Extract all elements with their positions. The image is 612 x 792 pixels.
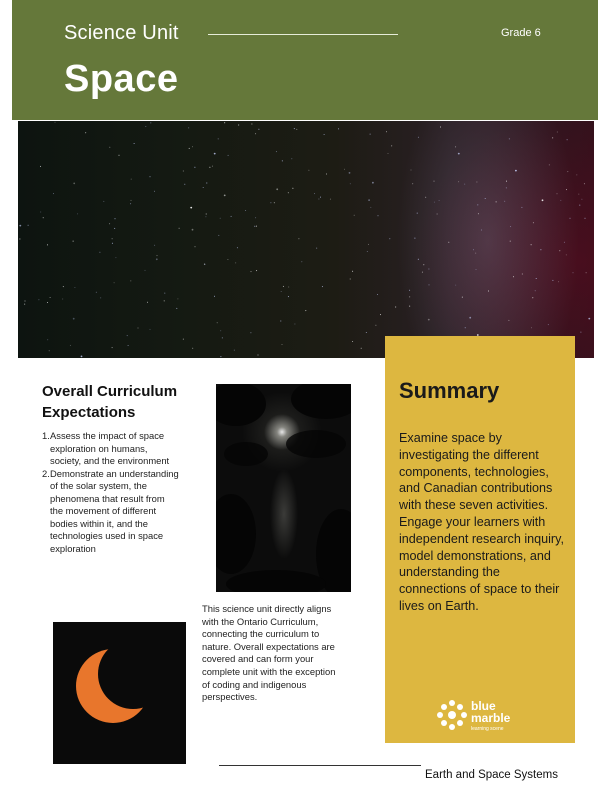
star	[338, 128, 339, 129]
star	[506, 187, 507, 188]
star	[465, 327, 466, 328]
grade-label: Grade 6	[501, 27, 541, 39]
star	[294, 324, 295, 325]
star	[156, 258, 158, 260]
star	[112, 238, 113, 239]
star	[409, 306, 410, 307]
star	[560, 200, 561, 201]
star	[188, 127, 189, 128]
star	[425, 197, 426, 198]
star	[580, 332, 581, 333]
logo-word-blue: blue	[471, 699, 496, 713]
star	[281, 291, 282, 292]
star	[361, 348, 362, 349]
star	[73, 183, 75, 185]
star	[566, 254, 567, 255]
star	[128, 345, 129, 346]
star	[566, 189, 567, 190]
star	[255, 217, 256, 218]
star	[138, 328, 139, 329]
star	[455, 146, 456, 147]
star	[192, 146, 193, 147]
star	[552, 137, 553, 138]
star	[55, 122, 56, 123]
star	[234, 350, 235, 351]
star	[422, 272, 423, 273]
star	[270, 202, 271, 203]
curriculum-heading: Overall Curriculum Expectations	[42, 383, 178, 421]
star	[531, 327, 532, 328]
star	[464, 184, 465, 185]
star	[28, 225, 29, 226]
star	[164, 293, 165, 294]
star	[549, 164, 550, 165]
star	[320, 197, 321, 198]
star	[388, 153, 389, 154]
footer-label: Earth and Space Systems	[425, 769, 558, 781]
star	[177, 298, 178, 299]
star	[380, 314, 381, 315]
star	[434, 202, 435, 203]
star	[150, 329, 151, 330]
star	[19, 239, 20, 240]
star	[282, 344, 283, 345]
star	[190, 207, 192, 209]
star	[386, 131, 387, 132]
star	[114, 228, 115, 229]
blue-marble-logo	[435, 698, 535, 738]
star	[131, 200, 132, 201]
star	[40, 166, 41, 167]
curriculum-item: 2. Demonstrate an understanding of the solar system, the phenomena that result from the movement of different bodies within it, and the technologies used in space exploration	[42, 467, 179, 554]
star	[192, 229, 194, 231]
logo-word-marble: marble	[471, 711, 511, 725]
star	[542, 199, 544, 201]
star	[63, 286, 64, 287]
star	[245, 210, 246, 211]
star	[288, 192, 289, 193]
star	[222, 337, 223, 338]
star	[476, 269, 477, 270]
star	[291, 158, 292, 159]
star	[217, 322, 218, 323]
star	[112, 243, 113, 244]
star	[220, 218, 221, 219]
star	[567, 171, 568, 172]
star	[179, 228, 180, 229]
star	[218, 138, 219, 139]
star	[157, 255, 158, 256]
star	[204, 264, 205, 265]
solar-eclipse-image	[53, 622, 186, 764]
star	[488, 291, 489, 292]
star	[308, 170, 309, 171]
star	[473, 249, 474, 250]
star	[99, 252, 100, 253]
curriculum-item: 1. Assess the impact of space exploration on humans, society, and the environment	[42, 430, 170, 466]
star	[250, 332, 251, 333]
star	[564, 242, 565, 243]
star	[127, 335, 128, 336]
star	[557, 193, 558, 194]
star	[531, 244, 532, 245]
star	[349, 172, 351, 174]
star	[434, 181, 435, 182]
star	[513, 276, 514, 277]
star	[195, 246, 196, 247]
star	[212, 166, 213, 167]
star	[509, 138, 510, 139]
star	[294, 128, 295, 129]
star	[350, 279, 351, 280]
star	[73, 318, 75, 320]
star	[409, 290, 410, 291]
star	[496, 201, 497, 202]
logo-tagline: learning scene	[471, 726, 504, 732]
star	[237, 247, 238, 248]
star	[352, 271, 353, 272]
star	[581, 199, 582, 200]
star	[584, 183, 585, 184]
star	[428, 269, 429, 270]
star	[38, 299, 39, 300]
star	[536, 278, 537, 279]
star	[367, 251, 368, 252]
header-banner	[12, 0, 598, 120]
star	[559, 250, 560, 251]
star	[370, 207, 371, 208]
star	[391, 145, 392, 146]
star	[318, 199, 319, 200]
star	[298, 238, 299, 239]
star	[585, 218, 586, 219]
star	[570, 218, 571, 219]
star	[352, 341, 353, 342]
star	[535, 290, 536, 291]
star	[521, 207, 522, 208]
star	[114, 282, 115, 283]
curriculum-list	[42, 430, 180, 555]
star	[145, 126, 146, 127]
star	[375, 325, 376, 326]
stars-layer	[18, 121, 594, 358]
star	[53, 193, 54, 194]
star	[377, 294, 378, 295]
star	[411, 170, 412, 171]
star	[508, 320, 509, 321]
page-title: Space	[64, 58, 179, 100]
star	[458, 181, 459, 182]
star	[73, 241, 74, 242]
star	[414, 238, 415, 239]
summary-title: Summary	[399, 378, 500, 403]
star	[330, 199, 331, 200]
star	[164, 300, 165, 301]
star	[256, 226, 257, 227]
star	[119, 155, 120, 156]
star	[154, 245, 155, 246]
star	[258, 129, 259, 130]
star	[103, 201, 104, 202]
star	[227, 259, 228, 260]
star	[194, 167, 195, 168]
star	[282, 160, 283, 161]
star	[176, 308, 177, 309]
star	[573, 272, 574, 273]
star	[276, 188, 278, 190]
star	[19, 225, 21, 227]
star	[305, 310, 306, 311]
star	[50, 297, 51, 298]
star	[134, 143, 135, 144]
star	[218, 235, 219, 236]
star	[368, 199, 370, 201]
star	[588, 318, 590, 320]
tree-silhouette	[216, 384, 351, 592]
header-divider	[208, 34, 398, 35]
star	[25, 301, 26, 302]
star	[206, 214, 207, 215]
star	[378, 215, 379, 216]
star	[255, 133, 256, 134]
star	[109, 223, 110, 224]
star	[439, 200, 440, 201]
star	[206, 183, 207, 184]
star	[478, 213, 479, 214]
star	[254, 226, 255, 227]
summary-panel	[385, 336, 575, 743]
star	[475, 253, 476, 254]
star	[455, 285, 456, 286]
star	[274, 202, 275, 203]
marble-dots-icon	[435, 698, 469, 732]
star	[322, 286, 323, 287]
eclipse-crescent	[53, 622, 186, 764]
star	[366, 332, 367, 333]
star	[395, 307, 396, 308]
star	[115, 218, 116, 219]
star	[476, 182, 477, 183]
intro-paragraph: This science unit directly aligns with the Ontario Curriculum, connecting the curriculum to nature. Overall expectations are covered and can form your complete unit with the exception of coding and indigenous perspectives.	[202, 603, 336, 703]
star	[147, 302, 148, 303]
star	[368, 244, 369, 245]
star	[224, 195, 226, 197]
summary-text: Examine space by investigating the different components, technologies, and Canadian contributions with these seven activities. Engage your learners with independent research inquiry, model demonstrations, and understanding the connections of space to their lives on Earth.	[399, 431, 564, 613]
star	[288, 287, 289, 288]
star	[558, 281, 559, 282]
moon-through-trees-image	[216, 384, 351, 592]
star	[40, 212, 41, 213]
star	[85, 132, 86, 133]
star	[354, 215, 355, 216]
star	[423, 264, 424, 265]
star	[417, 213, 418, 214]
unit-label: Science Unit	[64, 22, 179, 44]
star	[301, 261, 302, 262]
star	[150, 122, 151, 123]
star	[532, 297, 533, 298]
star	[412, 183, 413, 184]
footer-divider	[219, 765, 421, 766]
star	[235, 262, 236, 263]
star	[469, 317, 471, 319]
star	[81, 356, 83, 358]
star	[145, 270, 146, 271]
star	[504, 201, 505, 202]
star	[96, 292, 97, 293]
star	[220, 330, 221, 331]
star	[540, 249, 541, 250]
star	[47, 244, 48, 245]
star	[276, 151, 277, 152]
star	[150, 176, 151, 177]
star	[251, 124, 252, 125]
star	[231, 216, 232, 217]
star	[288, 296, 289, 297]
star	[510, 241, 511, 242]
star	[224, 122, 225, 123]
star	[189, 148, 190, 149]
star	[579, 205, 580, 206]
star	[228, 155, 229, 156]
star	[578, 194, 579, 195]
star	[429, 284, 430, 285]
star	[458, 153, 460, 155]
star	[74, 287, 75, 288]
hero-starry-sky-image	[18, 121, 594, 358]
star	[109, 147, 110, 148]
star	[350, 183, 351, 184]
star	[184, 184, 185, 185]
star	[440, 127, 441, 128]
star	[283, 286, 284, 287]
star	[220, 356, 221, 357]
star	[258, 355, 259, 356]
star	[183, 171, 184, 172]
star	[130, 280, 131, 281]
star	[100, 297, 101, 298]
star	[389, 238, 390, 239]
star	[115, 257, 116, 258]
star	[205, 216, 206, 217]
star	[316, 248, 317, 249]
star	[256, 270, 257, 271]
star	[77, 213, 78, 214]
star	[344, 169, 345, 170]
star	[280, 321, 281, 322]
star	[214, 296, 215, 297]
star	[409, 296, 410, 297]
star	[203, 187, 204, 188]
star	[552, 280, 553, 281]
star	[47, 302, 48, 303]
star	[485, 198, 486, 199]
star	[567, 139, 568, 140]
star	[515, 170, 517, 172]
star	[576, 174, 577, 175]
star	[70, 345, 71, 346]
star	[418, 137, 419, 138]
star	[49, 350, 50, 351]
star	[418, 259, 419, 260]
star	[326, 174, 327, 175]
star	[314, 193, 315, 194]
star	[324, 134, 325, 135]
star	[296, 129, 297, 130]
star	[506, 181, 507, 182]
star	[112, 347, 113, 348]
star	[448, 242, 449, 243]
star	[183, 339, 184, 340]
star	[557, 132, 558, 133]
star	[372, 182, 374, 184]
star	[428, 319, 430, 321]
star	[437, 214, 438, 215]
star	[370, 134, 371, 135]
star	[43, 217, 44, 218]
star	[192, 348, 193, 349]
star	[130, 203, 131, 204]
star	[462, 297, 463, 298]
star	[548, 324, 549, 325]
star	[292, 188, 293, 189]
star	[477, 204, 478, 205]
star	[214, 153, 216, 155]
star	[251, 271, 252, 272]
star	[24, 304, 25, 305]
star	[62, 299, 63, 300]
star	[510, 226, 511, 227]
star	[238, 125, 239, 126]
star	[533, 222, 534, 223]
star	[209, 167, 210, 168]
star	[131, 179, 132, 180]
star	[522, 274, 523, 275]
star	[47, 339, 48, 340]
star	[481, 230, 482, 231]
star	[154, 191, 155, 192]
star	[586, 272, 587, 273]
